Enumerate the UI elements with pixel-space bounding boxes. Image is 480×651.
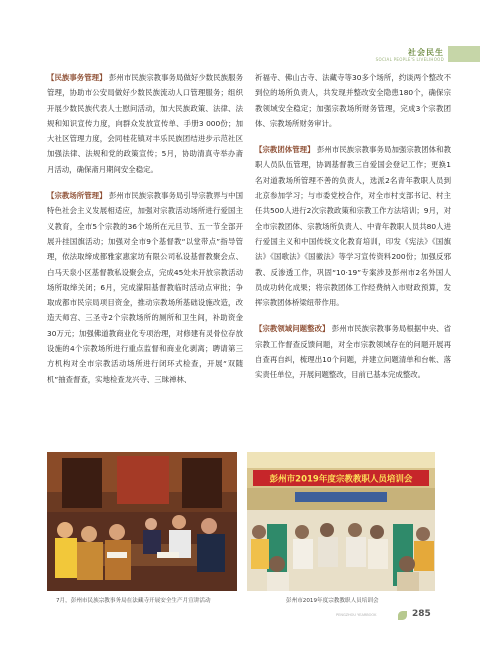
- section-text: 彭州市民族宗教事务局加强宗教团体和教职人员队伍管理，协调基督教三自爱国会登记工作；更换1名对道教场所管理不善的负责人，选派2名青年教职人员到北京参加学习；与市委党校合作，对全市村支部书记、村主任共500人进行2次宗教政策和宗教工作方法培训；9月，对全市宗教团体、宗教场所负责人、中青年教职人员共80人进行爱国主义和中国传统文化教育培训，印发《宪法》《国旗法》《国歌法》《国徽法》等学习宣传资料200份；加强反邪教、反渗透工作，巩固“10·19”专案涉及彭州市2名外国人员成功转化成果；将宗教团体工作经费纳入市财政预算，发挥宗教团体桥梁纽带作用。: [255, 145, 451, 308]
- section-tag: 【宗教场所管理】: [47, 191, 107, 201]
- training-hall-photo: [247, 452, 435, 591]
- section-text: 彭州市民族宗教事务局引导宗教界与中国特色社会主义发展相适应，加强对宗教活动场所进行爱国主义教育，全市5个宗教的36个场所在元旦节、五一节全部开展升挂国旗活动；加强对全市9个基督教“以堂带点”指导管理，依法取缔成都雅家惠家坊有限公司私设基督教聚会点、白马天泉小区基督教私设聚会点，完成45处未开放宗教活动场所取缔关闭；6月，完成濛阳基督教临时活动点审批；争取成都市民宗局项目资金，推动宗教场所基础设施改造，改造天师宫、三圣寺2个宗教场所的厕所和卫生间，补助资金30万元；加强佛道教商业化专项治理，对修建有灵骨位存放设施的4个宗教场所进行重点监督和商业化剥离；聘请第三方机构对全市宗教活动场所进行闭环式检查，开展“双随机”抽查督查，实地检查龙兴寺、三昧禅林、: [47, 191, 243, 384]
- section-tag: 【民族事务管理】: [47, 73, 107, 82]
- section-rectification: [255, 321, 451, 382]
- left-column: [47, 70, 243, 398]
- page-number: 285: [412, 609, 431, 619]
- section-text: 祈福寺、佛山古寺、法藏寺等30多个场所，约谈两个整改不到位的场所负责人，共发现并整改安全隐患180个，确保宗教领域安全稳定；加强宗教场所财务管理，完成3个宗教团体、宗教场所财务审计。: [255, 73, 451, 128]
- section-header-tab: [448, 46, 480, 62]
- leaf-icon: [398, 611, 407, 620]
- section-religious-sites: [47, 188, 243, 387]
- section-text: 彭州市民族宗教事务局根据中央、省宗教工作督查反馈问题，对全市宗教领域存在的问题开展再自查再自纠，梳理出10个问题，并建立问题清单和台帐、落实责任单位，开展问题整改，目前已基本完成整改。: [255, 324, 451, 380]
- section-text: 彭州市民族宗教事务局做好少数民族服务管理，协助市公安局做好少数民族流动人口管理服务；组织开展少数民族代表人士慰问活动，加大民族政策、法律、法规和知识宣传力度，向群众发放宣传单、手册3 000份；加大社区管理力度，会同桂花镇对丰乐民族团结进步示范社区加强法律、法规和党的政策宣传；5月，协助清真寺举办斋月活动，确保斋月期间安全稳定。: [47, 73, 243, 174]
- photo-banner-text: 彭州市2019年度宗教教职人员培训会: [269, 474, 413, 485]
- section-tag: 【宗教团体管理】: [255, 145, 315, 155]
- footer-signature: PENGZHOU YEARBOOK: [336, 613, 377, 617]
- section-religious-sites-continued: [255, 70, 451, 131]
- section-header-subtitle: SOCIAL PEOPLE'S LIVELIHOOD: [375, 57, 444, 62]
- section-tag: 【宗教领域问题整改】: [255, 324, 330, 334]
- section-ethnic-affairs: [47, 70, 243, 177]
- section-header-title: 社会民生: [408, 48, 444, 57]
- right-column: [255, 70, 451, 394]
- photo-caption-right: 彭州市2019年度宗教教职人员培训会: [286, 598, 379, 604]
- photo-caption-left: 7月，彭州市民族宗教事务局在法藏寺开展安全生产月宣讲活动: [56, 598, 211, 604]
- section-religious-groups: [255, 142, 451, 310]
- meeting-room-photo: [47, 452, 237, 591]
